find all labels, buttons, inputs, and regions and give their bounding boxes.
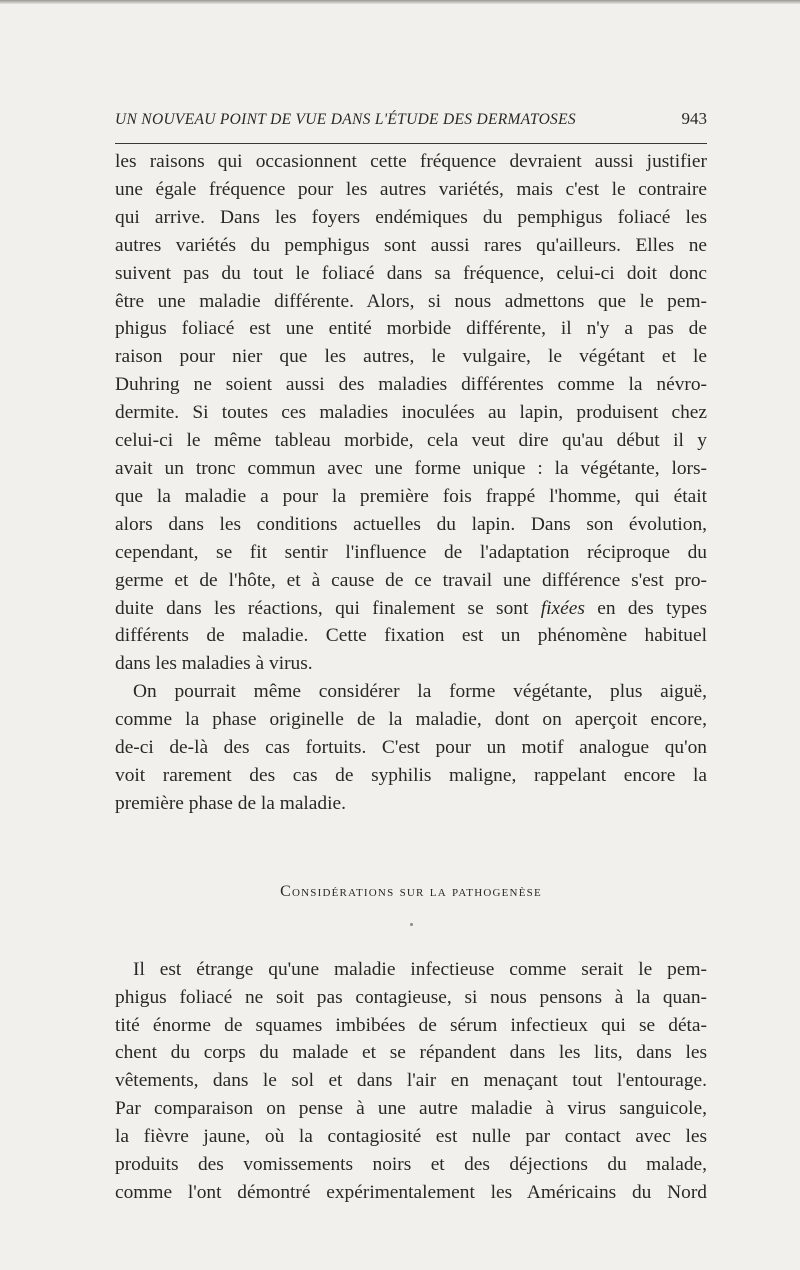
text-line: phigus foliacé est une entité morbide différente, il n'y a pas de <box>115 318 707 340</box>
text-line: celui-ci le même tableau morbide, cela veut dire qu'au début il y <box>115 430 707 452</box>
text-line: produits des vomissements noirs et des déjections du malade, <box>115 1154 707 1176</box>
text-line: comme la phase originelle de la maladie, dont on aperçoit encore, <box>115 709 707 731</box>
text-line: une égale fréquence pour les autres variétés, mais c'est le contraire <box>115 178 707 200</box>
text-line: que la maladie a pour la première fois frappé l'homme, qui était <box>115 485 707 507</box>
text-line: cependant, se fit sentir l'influence de l'adaptation réciproque du <box>115 541 707 563</box>
running-header <box>115 108 707 131</box>
section-ornament-dot <box>410 923 413 926</box>
page-top-edge <box>0 0 800 4</box>
text-line: germe et de l'hôte, et à cause de ce travail une différence s'est pro- <box>115 569 707 591</box>
book-page <box>115 108 707 1207</box>
text-line: la fièvre jaune, où la contagiosité est nulle par contact avec les <box>115 1126 707 1148</box>
text-line: On pourrait même considérer la forme végétante, plus aiguë, <box>133 681 707 703</box>
text-line: tité énorme de squames imbibées de sérum infectieux qui se déta- <box>115 1014 707 1036</box>
text-segment: en des types <box>584 597 708 619</box>
text-line: Par comparaison on pense à une autre maladie à virus sanguicole, <box>115 1098 707 1120</box>
text-line: première phase de la maladie. <box>115 792 346 814</box>
header-rule <box>115 143 707 144</box>
text-line: raison pour nier que les autres, le vulgaire, le végétant et le <box>115 346 707 368</box>
text-line: suivent pas du tout le foliacé dans sa fréquence, celui-ci doit donc <box>115 262 707 284</box>
running-title: UN NOUVEAU POINT DE VUE DANS L'ÉTUDE DES DERMATOSES <box>115 111 576 128</box>
section-heading: Considérations sur la pathogenèse <box>280 882 542 900</box>
text-line: les raisons qui occasionnent cette fréquence devraient aussi justifier <box>115 151 707 172</box>
text-line: vêtements, dans le sol et dans l'air en menaçant tout l'entourage. <box>115 1070 707 1092</box>
text-line: dans les maladies à virus. <box>115 653 313 675</box>
text-line: différents de maladie. Cette fixation est un phénomène habituel <box>115 625 707 647</box>
paragraph-1 <box>115 148 707 678</box>
page-number: 943 <box>681 109 707 128</box>
text-line: chent du corps du malade et se répandent dans les lits, dans les <box>115 1042 707 1064</box>
text-line: comme l'ont démontré expérimentalement les Américains du Nord <box>115 1182 707 1203</box>
text-line: avait un tronc commun avec une forme unique : la végétante, lors- <box>115 457 707 479</box>
text-line: de-ci de-là des cas fortuits. C'est pour un motif analogue qu'on <box>115 737 707 759</box>
text-segment: duite dans les réactions, qui finalement se sont <box>115 597 541 619</box>
paragraph-2 <box>115 678 707 818</box>
text-line-with-italic <box>115 595 707 623</box>
text-line: dermite. Si toutes ces maladies inoculées au lapin, produisent chez <box>115 402 707 424</box>
text-line: Il est étrange qu'une maladie infectieuse comme serait le pem- <box>133 958 707 980</box>
text-line: phigus foliacé ne soit pas contagieuse, si nous pensons à la quan- <box>115 986 707 1008</box>
text-line: être une maladie différente. Alors, si nous admettons que le pem- <box>115 290 707 312</box>
text-line: alors dans les conditions actuelles du lapin. Dans son évolution, <box>115 513 707 535</box>
text-line: voit rarement des cas de syphilis maligne, rappelant encore la <box>115 764 707 786</box>
paragraph-3 <box>115 956 707 1207</box>
text-line: autres variétés du pemphigus sont aussi rares qu'ailleurs. Elles ne <box>115 234 707 256</box>
italic-word: fixées <box>540 597 585 619</box>
text-line: qui arrive. Dans les foyers endémiques du pemphigus foliacé les <box>115 206 707 228</box>
text-line: Duhring ne soient aussi des maladies différentes comme la névro- <box>115 374 707 396</box>
